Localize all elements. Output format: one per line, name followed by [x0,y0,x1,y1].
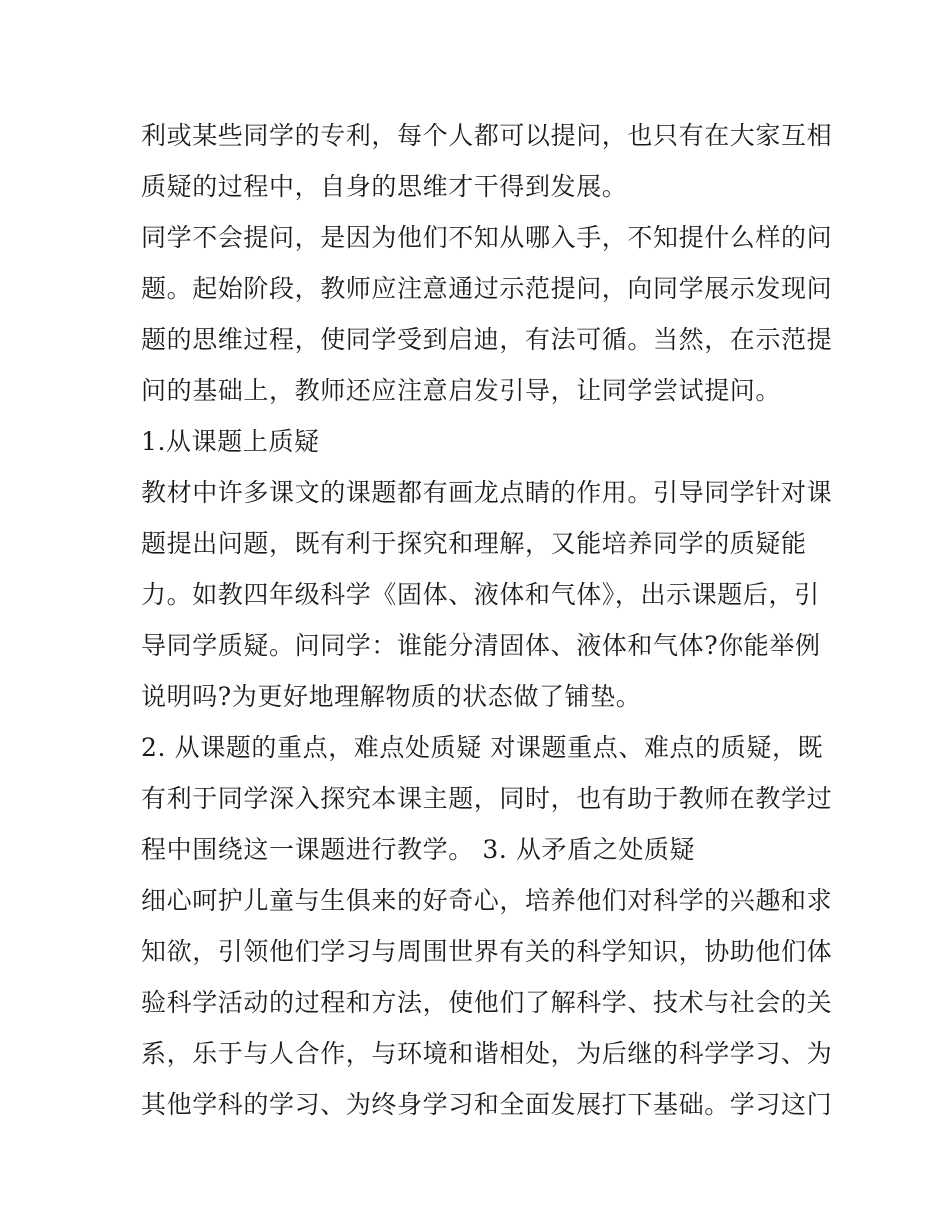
text-line: 题的思维过程，使同学受到启迪，有法可循。当然，在示范提 [141,325,833,354]
text-line: 同学不会提问，是因为他们不知从哪入手，不知提什么样的问 [141,223,833,252]
text-line: 验科学活动的过程和方法，使他们了解科学、技术与社会的关 [141,988,833,1017]
text-line: 质疑的过程中，自身的思维才干得到发展。 [141,172,628,201]
section-heading: 1.从课题上质疑 [141,427,320,456]
text-line: 题提出问题，既有利于探究和理解，又能培养同学的质疑能 [141,529,807,558]
document-body [141,110,833,1130]
text-line: 教材中许多课文的课题都有画龙点睛的作用。引导同学针对课 [141,478,833,507]
text-line: 力。如教四年级科学《固体、液体和气体》，出示课题后，引 [141,580,820,609]
text-line: 知欲，引领他们学习与周围世界有关的科学知识，协助他们体 [141,937,833,966]
text-line: 题。起始阶段，教师应注意通过示范提问，向同学展示发现问 [141,274,833,303]
text-line: 细心呵护儿童与生俱来的好奇心，培养他们对科学的兴趣和求 [141,886,833,915]
text-line: 问的基础上，教师还应注意启发引导，让同学尝试提问。 [141,376,782,405]
text-line: 导同学质疑。问同学：谁能分清固体、液体和气体?你能举例 [141,631,821,660]
text-line: 程中围绕这一课题进行教学。 3. 从矛盾之处质疑 [141,835,696,864]
text-line: 系，乐于与人合作，与环境和谐相处，为后继的科学学习、为 [141,1039,833,1068]
text-line: 说明吗?为更好地理解物质的状态做了铺垫。 [141,682,642,711]
text-line: 利或某些同学的专利，每个人都可以提问，也只有在大家互相 [141,121,833,150]
text-line: 有利于同学深入探究本课主题，同时，也有助于教师在教学过 [141,784,833,813]
text-line: 其他学科的学习、为终身学习和全面发展打下基础。学习这门 [141,1090,833,1119]
text-line: 2. 从课题的重点，难点处质疑 对课题重点、难点的质疑，既 [141,733,824,762]
